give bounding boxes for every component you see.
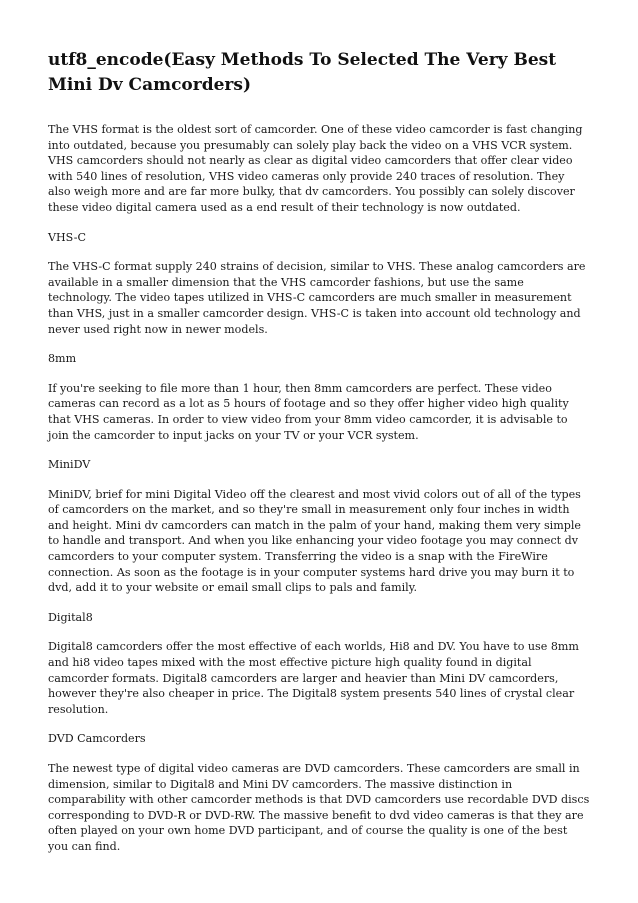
paragraph-intro: The VHS format is the oldest sort of camcorder. One of these video camcorder is fast changing into outdated, because you presumably can solely play back the video on a VHS VCR system. VHS camcorders should not nearly as clear as digital video camcorders that offer clear video with 540 lines of resolution, VHS video cameras only provide 240 traces of resolution. They also weigh more and are far more bulky, that dv camcorders. You possibly can solely discover these video digital camera used as a end result of their technology is now outdated.: [48, 123, 583, 214]
section-heading-minidv: MiniDV: [48, 458, 91, 472]
section-heading-vhs-c: VHS-C: [48, 230, 86, 244]
section-heading-digital8: Digital8: [48, 610, 93, 624]
paragraph-minidv: MiniDV, brief for mini Digital Video off the clearest and most vivid colors out of all of the types of camcorders on the market, and so they're small in measurement only four inches in width and height. Mini dv camcorders can match in the palm of your hand, making them very simple to handle and transport. And when you like enhancing your video footage you may connect dv camcorders to your computer system. Transferring the video is a snap with the FireWire connection. As soon as the footage is in your computer systems hard drive you may burn it to dvd, add it to your website or email small clips to pals and family.: [48, 487, 581, 595]
section-heading-dvd-camcorders: DVD Camcorders: [48, 732, 146, 746]
document-title: utf8_encode(Easy Methods To Selected The Very Best Mini Dv Camcorders): [48, 50, 557, 95]
document-body: [48, 122, 590, 855]
paragraph-digital8: Digital8 camcorders offer the most effective of each worlds, Hi8 and DV. You have to use 8mm and hi8 video tapes mixed with the most effective picture high quality found in digital camcorder formats. Digital8 camcorders are larger and heavier than Mini DV camcorders, however they're also cheaper in price. The Digital8 system presents 540 lines of crystal clear resolution.: [48, 640, 579, 716]
paragraph-dvd-camcorders: The newest type of digital video cameras are DVD camcorders. These camcorders are small in dimension, similar to Digital8 and Mini DV camcorders. The massive distinction in comparability with other camcorder methods is that DVD camcorders use recordable DVD discs corresponding to DVD-R or DVD-RW. The massive benefit to dvd video cameras is that they are often played on your own home DVD participant, and of course the quality is one of the best you can find.: [48, 762, 590, 853]
section-heading-8mm: 8mm: [48, 352, 77, 366]
paragraph-vhs-c: The VHS-C format supply 240 strains of decision, similar to VHS. These analog camcorders are available in a smaller dimension that the VHS camcorder fashions, but use the same technology. The video tapes utilized in VHS-C camcorders are much smaller in measurement than VHS, just in a smaller camcorder design. VHS-C is taken into account old technology and never used right now in newer models.: [48, 260, 586, 336]
paragraph-8mm: If you're seeking to file more than 1 hour, then 8mm camcorders are perfect. These video cameras can record as a lot as 5 hours of footage and so they offer higher video high quality that VHS cameras. In order to view video from your 8mm video camcorder, it is advisable to join the camcorder to input jacks on your TV or your VCR system.: [48, 381, 569, 442]
